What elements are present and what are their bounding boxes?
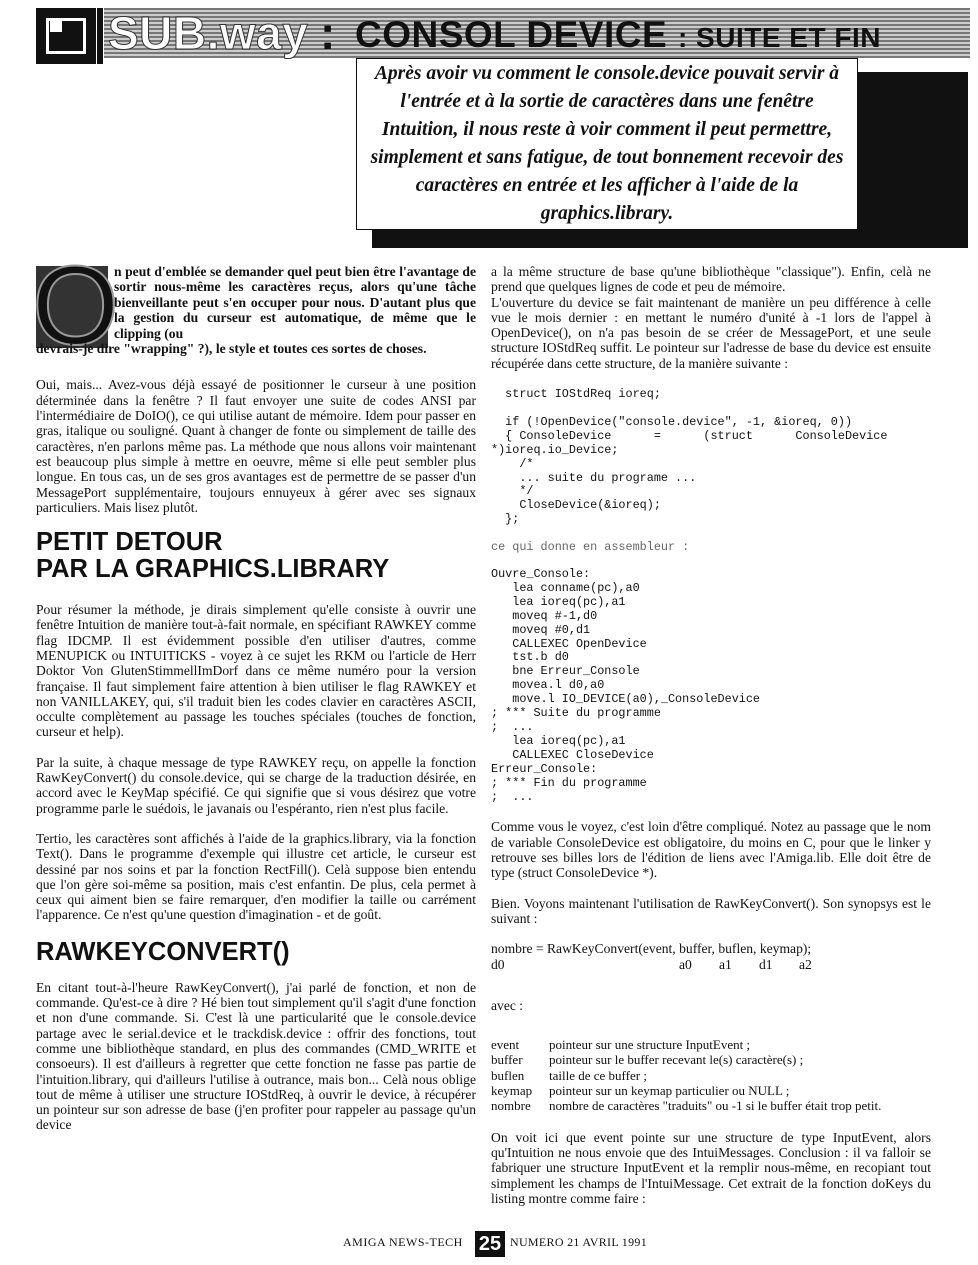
body-paragraph: On voit ici que event pointe sur une structure de type InputEvent, alors qu'Intuition ne nous envoie que des IntuiMessages. Conclusion : il va falloir se fabriquer une structure InputEvent et la remplir nous-même, en recopiant tout simplement les champs de l'IntuiMessage. Cet extrait de la fonction doKeys du listing montre comme faire : [491, 1129, 931, 1206]
register: d0 [491, 956, 505, 972]
rubric-title: SUB.way [108, 7, 309, 59]
synopsis-call: nombre = RawKeyConvert(event, buffer, buflen, keymap); [491, 941, 812, 957]
body-paragraph: Oui, mais... Avez-vous déjà essayé de positionner le curseur à une position déterminée dans la fenêtre ? Il faut envoyer une suite de codes ANSI par l'intermédiaire de DoIO(), ce qui utilise autant de mémoire. Idem pour passer en gras, italique ou souligné. Quant à changer de fonte ou simplement de taille des caractères, n'en parlons même pas. La méthode que nous allons voir maintenant est beaucoup plus simple à mettre en oeuvre, même si elle peut sembler plus longue. En tous cas, un de ses gros avantages est de permettre de se passer d'un MessagePort supplémentaire, toujours ennuyeux à gérer avec ses signaux particuliers. Mais lisez plutôt. [36, 377, 476, 515]
register: a2 [799, 956, 812, 972]
param-desc: pointeur sur une structure InputEvent ; [549, 1037, 751, 1053]
register: a1 [719, 956, 732, 972]
body-paragraph: Bien. Voyons maintenant l'utilisation de RawKeyConvert(). Son synopsys est le suivant : [491, 895, 931, 926]
code-listing-asm: Ouvre_Console: lea conname(pc),a0 lea ioreq(pc),a1 moveq #-1,d0 moveq #0,d1 CALLEXEC OpenDevice tst.b d0 bne Erreur_Console movea.l d0,a0 move.l IO_DEVICE(a0),_ConsoleDevice ; *** Suite du programme ; ... lea ioreq(pc),a1 CALLEXEC CloseDevice Erreur_Console: ; *** Fin du programme ; ... [491, 567, 761, 804]
body-paragraph: Pour résumer la méthode, je dirais simplement qu'elle consiste à ouvrir une fenêtre Intuition de manière tout-à-fait normale, en spécifiant RAWKEY comme flag IDCMP. Il est évidemment possible d'en utiliser d'autres, comme MENUPICK ou INTUITICKS - voyez à ce sujet les RKM ou l'article de Herr Doktor Von GlutenStimmellImDorf dans ce même numéro pour la version française. Il faut simplement faire attention à bien utiliser le flag RAWKEY et non VANILLAKEY, qui, s'il traduit bien les codes clavier en caractères ASCII, occulte complètement au passage les touches spéciales (touches de fonction, curseur et help). [36, 602, 476, 740]
body-paragraph: Par la suite, à chaque message de type RAWKEY reçu, on appelle la fonction RawKeyConvert() du console.device, qui se charge de la traduction désirée, en accord avec le KeyMap spécifié. Ce qui signifie que si vous désirez que votre programme parle le suédois, le javanais ou l'espéranto, rien n'est plus facile. [36, 754, 476, 816]
subway-logo-icon [36, 8, 96, 64]
body-paragraph: En citant tout-à-l'heure RawKeyConvert(), j'ai parlé de fonction, et non de commande. Qu'est-ce à dire ? Hé bien tout simplement qu'il s'agit d'une fonction et non d'une commande. Si. C'est là une particularité que le console.device partage avec le serial.device et le trackdisk.device : offrir des fonctions, tout comme une bibliothèque standard, en plus des commandes (CMD_WRITE et consoeurs). Il est d'ailleurs à regretter que cette fonction ne fasse pas partie de l'intuition.library, qui d'ailleurs l'utilise à outrance, mais bon... Celà nous oblige tout de même à utiliser une structure IOStdReq, à ouvrir le device, à récupérer un pointeur sur son adresse de base (j'en profiter pour rappeler au passage qu'un device [36, 979, 476, 1133]
magazine-name: AMIGA NEWS-TECH [343, 1235, 463, 1249]
left-column [36, 264, 476, 1133]
body-paragraph: L'ouverture du device se fait maintenant de manière un peu différence à celle vue le mois dernier : en mettant le numéro d'unité à -1 lors de l'appel à OpenDevice(), on n'a pas besoin de se créer de MessagePort, et une seule structure IOStdReq suffit. Le pointeur sur l'adresse de base du device est ensuite récupérée dans cette structure, de la manière suivante : [491, 294, 931, 371]
register: a0 [679, 956, 692, 972]
lead-part-1: n peut d'emblée se demander quel peut bien être l'avantage de sortir nous-même les caractères reçus, alors qu'une tâche bienveillante peut s'en occuper pour nous. D'autant plus que la gestion du curseur est automatique, de même que le clipping (ou [114, 264, 476, 341]
synopsis [491, 941, 931, 972]
param-desc: pointeur sur le buffer recevant le(s) caractère(s) ; [549, 1052, 804, 1068]
param-name: event [491, 1037, 520, 1053]
page-footer [0, 1229, 978, 1257]
drop-cap-letter: O [32, 243, 120, 368]
logo-separator [97, 8, 103, 64]
body-paragraph: Tertio, les caractères sont affichés à l'aide de la graphics.library, via la fonction Text(). Dans le programme d'exemple qui illustre cet article, le curseur est dessiné par nos soins et par la fonction RectFill(). Celà suppose bien entendu que l'on gère soi-même sa position, mais c'est enfantin. De plus, cela permet à ceux qui aiment bien se faire remarquer, d'en modifier la taille ou carrément l'apparence. Ce n'est qu'une question d'imagination - et de goût. [36, 830, 476, 923]
section-heading-detour-line2: PAR LA GRAPHICS.LIBRARY [36, 555, 390, 584]
code-caption: ce qui donne en assembleur : [491, 540, 690, 555]
table-row [491, 1068, 931, 1083]
article-title-main: CONSOL DEVICE [355, 14, 668, 55]
param-name: keymap [491, 1083, 533, 1099]
table-row [491, 1052, 931, 1067]
right-column [491, 264, 931, 1206]
section-heading-detour-line1: PETIT DETOUR [36, 528, 223, 557]
lead-part-2: devrais-je dire "wrapping" ?), le style et toutes ces sortes de choses. [36, 341, 427, 357]
title-colon: : [320, 7, 336, 59]
register: d1 [759, 956, 773, 972]
page-number: 25 [475, 1231, 505, 1257]
param-name: buffer [491, 1052, 523, 1068]
intro-box [356, 58, 858, 230]
param-name: nombre [491, 1098, 531, 1114]
avec-label: avec : [491, 997, 524, 1013]
parameter-table [491, 1037, 931, 1113]
table-row [491, 1037, 931, 1052]
section-heading-rawkeyconvert: RAWKEYCONVERT() [36, 937, 290, 966]
lead-paragraph [36, 264, 476, 356]
param-desc: nombre de caractères "traduits" ou -1 si le buffer était trop petit. [549, 1098, 882, 1114]
article-title [355, 14, 881, 56]
param-desc: taille de ce buffer ; [549, 1067, 647, 1083]
table-row [491, 1098, 931, 1113]
synopsis-registers [491, 957, 931, 972]
table-row [491, 1083, 931, 1098]
param-name: buflen [491, 1067, 525, 1083]
code-listing-c: struct IOStdReq ioreq; if (!OpenDevice("console.device", -1, &ioreq, 0)) { ConsoleDevice = (struct ConsoleDevice *)ioreq.io_Device; /* ... suite du programe ... */ CloseDevice(&ioreq); }; [491, 387, 888, 527]
body-paragraph: a la même structure de base qu'une bibliothèque "classique"). Enfin, celà ne prend que quelques lignes de code et peu de mémoire. [491, 264, 931, 295]
article-title-suffix: : SUITE ET FIN [677, 22, 881, 53]
intro-text: Après avoir vu comment le console.device pouvait servir à l'entrée et à la sortie de caractères dans une fenêtre Intuition, il nous reste à voir comment il peut permettre, simplement et sans fatigue, de tout bonnement recevoir des caractères en entrée et les afficher à l'aide de la graphics.library. [370, 63, 844, 224]
section-heading-detour [36, 529, 476, 583]
issue-info: NUMERO 21 AVRIL 1991 [510, 1235, 648, 1249]
body-paragraph: Comme vous le voyez, c'est loin d'être compliqué. Notez au passage que le nom de variable ConsoleDevice est obligatoire, du moins en C, pour que le linker y retrouve ses billes lors de l'édition de liens avec l'Amiga.lib. Elle doit être de type (struct ConsoleDevice *). [491, 819, 931, 881]
param-desc: pointeur sur un keymap particulier ou NULL ; [549, 1083, 790, 1099]
